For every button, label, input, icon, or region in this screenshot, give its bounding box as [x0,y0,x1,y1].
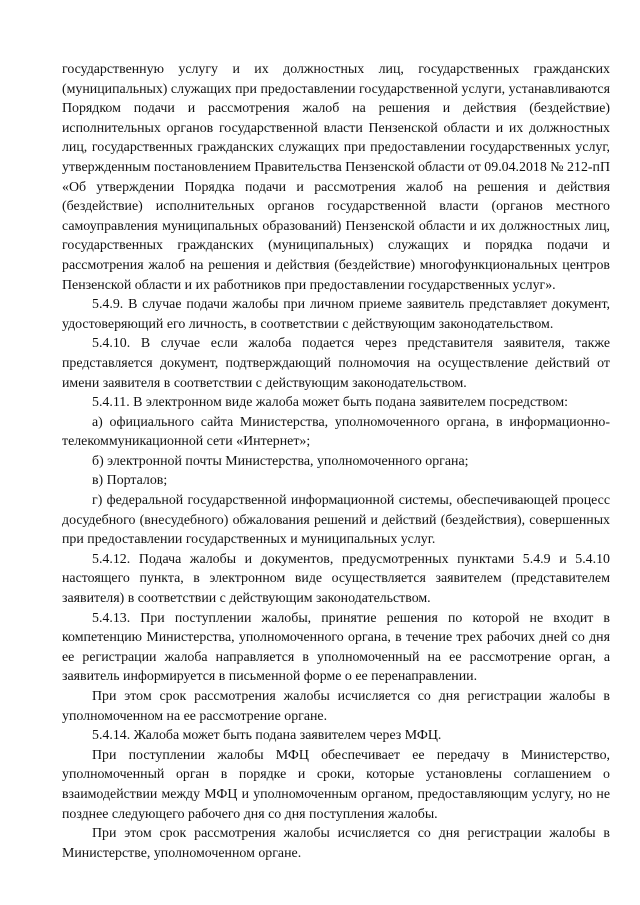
paragraph-5-4-13: 5.4.13. При поступлении жалобы, принятие решения по которой не входит в компетенцию Министерства, уполномоченного органа, в течение трех рабочих дней со дня ее регистрации жалоба направляется в уполномоченный на ее рассмотрение орган, а заявитель информируется в письменной форме о ее перенаправлении. [62,610,610,685]
list-item-b: б) электронной почты Министерства, уполномоченного органа; [92,453,469,469]
paragraph-review-term-2: При этом срок рассмотрения жалобы исчисляется со дня регистрации жалобы в Министерстве, уполномоченном органе. [62,826,610,861]
paragraph-5-4-10: 5.4.10. В случае если жалоба подается через представителя заявителя, также представляется документ, подтверждающий полномочия на осуществление действий от имени заявителя в соответствии с действующим законодательством. [62,336,610,391]
paragraph-5-4-9: 5.4.9. В случае подачи жалобы при личном приеме заявитель представляет документ, удостоверяющий его личность, в соответствии с действующим законодательством. [62,297,610,332]
document-page [62,60,610,863]
paragraph-review-term-1: При этом срок рассмотрения жалобы исчисляется со дня регистрации жалобы в уполномоченном на ее рассмотрение органе. [62,689,610,724]
list-item-g: г) федеральной государственной информационной системы, обеспечивающей процесс досудебного (внесудебного) обжалования решений и действий (бездействия), совершенных при предоставлении государственных и муниципальных услуг. [62,493,610,548]
paragraph-5-4-11: 5.4.11. В электронном виде жалоба может быть подана заявителем посредством: [92,395,568,411]
paragraph-5-4-14: 5.4.14. Жалоба может быть подана заявителем через МФЦ. [92,728,442,744]
paragraph-5-4-12: 5.4.12. Подача жалобы и документов, предусмотренных пунктами 5.4.9 и 5.4.10 настоящего пункта, в электронном виде осуществляется заявителем (представителем заявителя) в соответствии с действующим законодательством. [62,551,610,607]
list-item-v: в) Порталов; [92,473,168,489]
list-item-a: а) официального сайта Министерства, уполномоченного органа, в информационно-телекоммуникационной сети «Интернет»; [62,414,610,450]
paragraph-continuation: государственную услугу и их должностных лиц, государственных гражданских (муниципальных) служащих при предоставлении государственной услуги, устанавливаются Порядком подачи и рассмотрения жалоб на решения и действия (бездействие) исполнительных органов государственной власти Пензенской области и их должностных лиц, государственных гражданских служащих при предоставлении государственных услуг, утвержденным постановлением Правительства Пензенской области от 09.04.2018 № 212-пП «Об утверждении Порядка подачи и рассмотрения жалоб на решения и действия (бездействие) исполнительных органов государственной власти (органов местного самоуправления муниципальных образований) Пензенской области и их должностных лиц, государственных гражданских (муниципальных) служащих и порядка подачи и рассмотрения жалоб на решения и действия (бездействие) многофункциональных центров Пензенской области и их работников при предоставлении государственных услуг». [62,62,610,293]
paragraph-mfc-transfer: При поступлении жалобы МФЦ обеспечивает ее передачу в Министерство, уполномоченный орган в порядке и сроки, которые установлены соглашением о взаимодействии между МФЦ и уполномоченным органом, предоставляющим услугу, но не позднее следующего рабочего дня со дня поступления жалобы. [62,747,610,822]
